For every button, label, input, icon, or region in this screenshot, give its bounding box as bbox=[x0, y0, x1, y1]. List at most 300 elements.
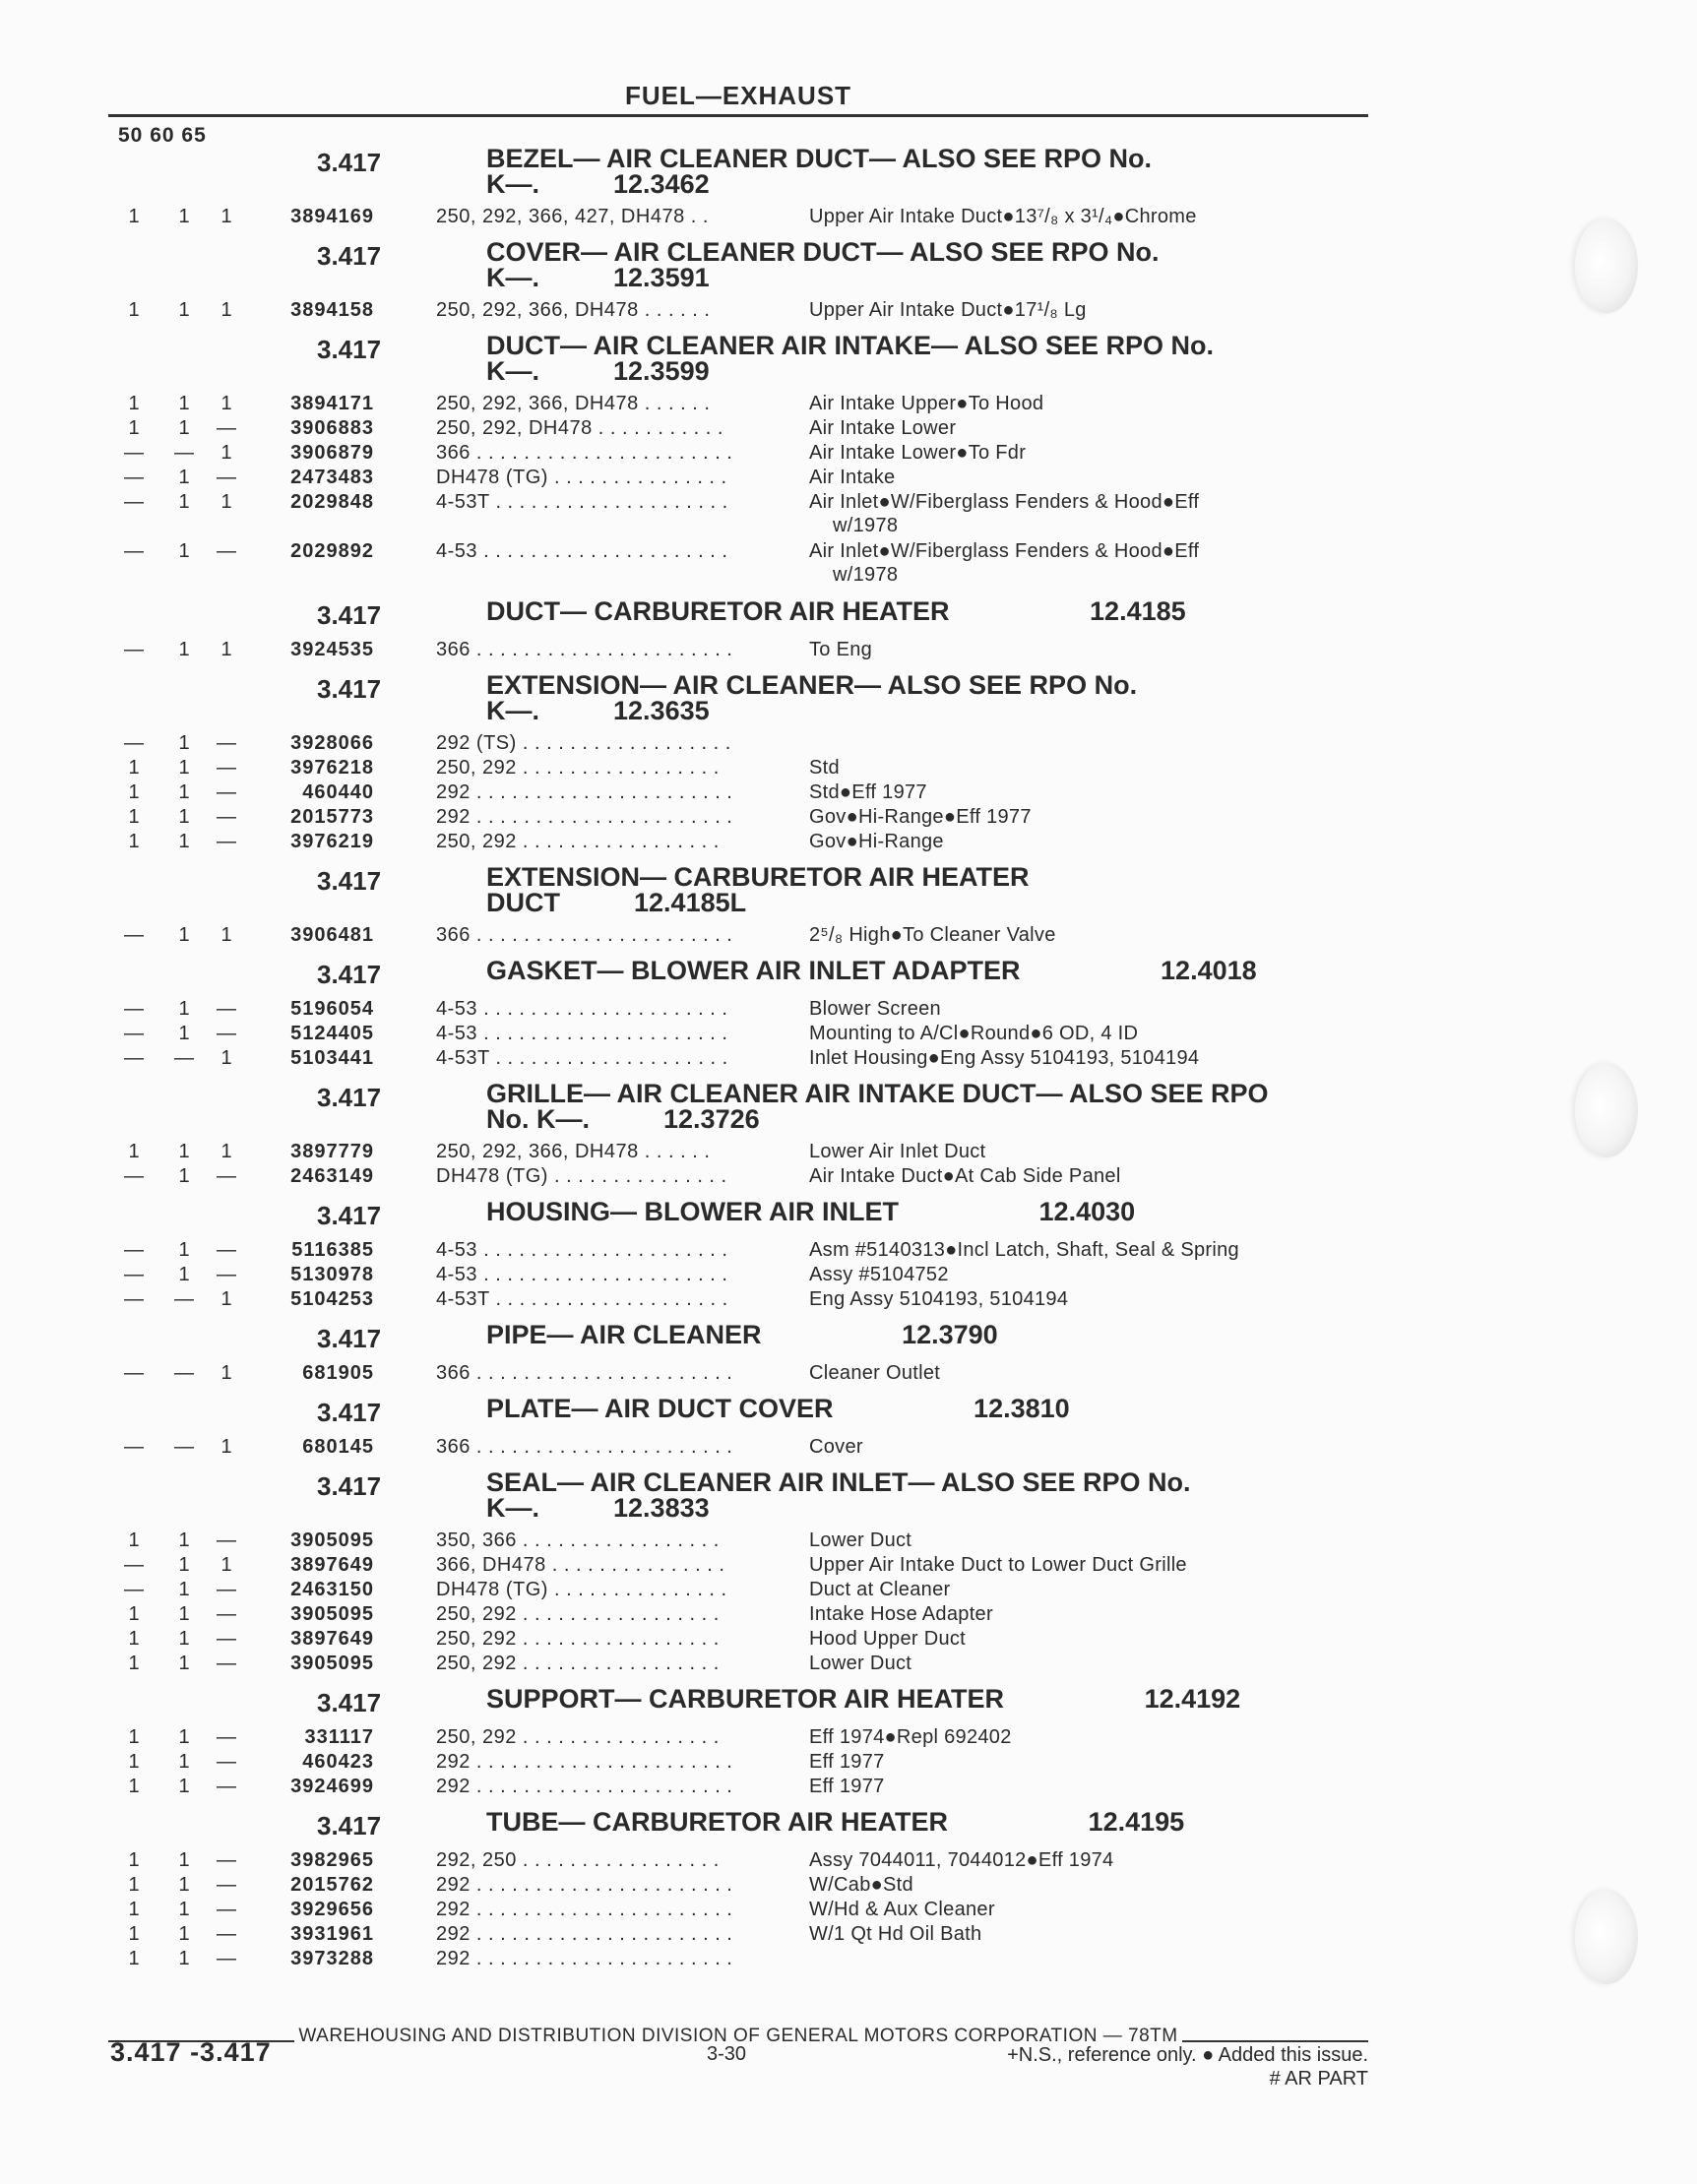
spacer bbox=[539, 696, 613, 725]
group-header bbox=[0, 1396, 1697, 1435]
quantity-cell: 1 bbox=[178, 1653, 190, 1674]
quantity-cell: 1 bbox=[128, 1899, 140, 1920]
quantity-cell: — bbox=[217, 417, 236, 439]
part-number: 3897649 bbox=[290, 1554, 374, 1576]
part-row bbox=[0, 638, 1697, 662]
quantity-cell: — bbox=[124, 491, 144, 513]
quantity-cell: 1 bbox=[178, 1726, 190, 1748]
page-title: FUEL—EXHAUST bbox=[624, 81, 852, 110]
part-row bbox=[0, 805, 1697, 830]
part-number: 2473483 bbox=[290, 467, 374, 488]
part-number: 3976218 bbox=[290, 757, 374, 779]
quantity-cell: 1 bbox=[128, 1653, 140, 1674]
description-line: Lower Air Inlet Duct bbox=[809, 1141, 986, 1162]
description-line: Eff 1977 bbox=[809, 1751, 885, 1773]
group-name-line: HOUSING— BLOWER AIR INLET bbox=[486, 1197, 899, 1226]
quantity-cell: 1 bbox=[178, 1751, 190, 1773]
quantity-cell: 1 bbox=[220, 442, 232, 464]
group-header bbox=[0, 672, 1697, 731]
description-line: Cleaner Outlet bbox=[809, 1362, 941, 1384]
quantity-cell: 1 bbox=[178, 1264, 190, 1285]
quantity-cell: 1 bbox=[178, 1603, 190, 1625]
description bbox=[809, 1922, 1360, 1946]
parts-list bbox=[0, 146, 1697, 1981]
description-line: Gov●Hi-Range bbox=[809, 831, 944, 852]
quantity-cell: 1 bbox=[178, 831, 190, 852]
description bbox=[809, 997, 1360, 1021]
part-group bbox=[0, 239, 1697, 333]
part-group bbox=[0, 1686, 1697, 1809]
part-number: 3929656 bbox=[290, 1899, 374, 1920]
quantity-cell: — bbox=[124, 1264, 144, 1285]
group-name-line2 bbox=[486, 171, 1372, 197]
group-name-continuation: No. K—. bbox=[486, 1104, 590, 1134]
application: 292 . . . . . . . . . . . . . . . . . . . . . . bbox=[436, 1923, 733, 1945]
application: 4-53 . . . . . . . . . . . . . . . . . . . . . bbox=[436, 1023, 728, 1044]
part-number: 3906883 bbox=[290, 417, 374, 439]
quantity-cell: 1 bbox=[128, 1874, 140, 1896]
group-header bbox=[0, 333, 1697, 392]
part-number: 2015762 bbox=[290, 1874, 374, 1896]
application: 292 . . . . . . . . . . . . . . . . . . . . . . bbox=[436, 1776, 733, 1797]
part-row bbox=[0, 1578, 1697, 1602]
group-reference: 12.4030 bbox=[1038, 1197, 1136, 1226]
group-header bbox=[0, 1809, 1697, 1848]
legend bbox=[886, 2043, 1368, 2090]
group-name bbox=[486, 1686, 1372, 1712]
group-name-line: DUCT— CARBURETOR AIR HEATER bbox=[486, 596, 950, 626]
quantity-cell: — bbox=[217, 1776, 236, 1797]
quantity-cell: — bbox=[124, 1579, 144, 1600]
part-number: 3905095 bbox=[290, 1529, 374, 1551]
group-code: 3.417 bbox=[317, 335, 382, 364]
group-reference: 12.3790 bbox=[902, 1320, 998, 1349]
description bbox=[809, 1873, 1360, 1897]
application: 4-53T . . . . . . . . . . . . . . . . . . . . bbox=[436, 491, 728, 513]
group-reference: 12.3462 bbox=[613, 169, 710, 199]
group-name-continuation: K—. bbox=[486, 356, 539, 386]
part-number: 5116385 bbox=[291, 1239, 374, 1261]
quantity-cell: 1 bbox=[178, 1948, 190, 1969]
application: 250, 292 . . . . . . . . . . . . . . . . . bbox=[436, 1726, 720, 1748]
group-reference: 12.3591 bbox=[613, 263, 710, 292]
part-group bbox=[0, 864, 1697, 958]
description-line: Duct at Cleaner bbox=[809, 1579, 951, 1600]
part-number: 2029892 bbox=[290, 540, 374, 562]
part-row bbox=[0, 1263, 1697, 1287]
group-reference: 12.3599 bbox=[613, 356, 710, 386]
description-line2: w/1978 bbox=[833, 564, 899, 586]
description bbox=[809, 1263, 1360, 1286]
part-number: 680145 bbox=[302, 1436, 374, 1458]
group-header bbox=[0, 864, 1697, 923]
description bbox=[809, 1775, 1360, 1798]
part-group bbox=[0, 1199, 1697, 1322]
part-number: 5124405 bbox=[290, 1023, 374, 1044]
part-row bbox=[0, 205, 1697, 229]
description bbox=[809, 1022, 1360, 1045]
quantity-cell: 1 bbox=[220, 1436, 232, 1458]
part-row bbox=[0, 830, 1697, 854]
quantity-cell: 1 bbox=[178, 1776, 190, 1797]
application: 4-53 . . . . . . . . . . . . . . . . . . . . . bbox=[436, 998, 728, 1020]
quantity-cell: — bbox=[124, 540, 144, 562]
part-row bbox=[0, 490, 1697, 539]
quantity-cell: 1 bbox=[178, 1529, 190, 1551]
application: 4-53 . . . . . . . . . . . . . . . . . . . . . bbox=[436, 540, 728, 562]
spacer bbox=[948, 1807, 1089, 1837]
description bbox=[809, 1046, 1360, 1070]
quantity-cell: — bbox=[217, 1165, 236, 1187]
group-code: 3.417 bbox=[317, 1083, 382, 1112]
description bbox=[809, 205, 1360, 228]
description-line: Eff 1977 bbox=[809, 1776, 885, 1797]
application: 366 . . . . . . . . . . . . . . . . . . . . . . bbox=[436, 924, 733, 946]
group-name bbox=[486, 1396, 1372, 1421]
quantity-cell: 1 bbox=[178, 206, 190, 227]
model-years: 50 60 65 bbox=[118, 124, 207, 147]
quantity-cell: — bbox=[217, 1726, 236, 1748]
group-reference: 12.4185 bbox=[1090, 596, 1186, 626]
description bbox=[809, 805, 1360, 829]
description bbox=[809, 298, 1360, 322]
description-line: Std bbox=[809, 757, 840, 779]
group-name bbox=[486, 598, 1372, 624]
group-code: 3.417 bbox=[317, 1471, 382, 1501]
quantity-cell: — bbox=[124, 1288, 144, 1310]
group-header bbox=[0, 598, 1697, 638]
group-code: 3.417 bbox=[317, 866, 382, 896]
spacer bbox=[950, 596, 1091, 626]
group-header bbox=[0, 1469, 1697, 1529]
application: 366, DH478 . . . . . . . . . . . . . . . bbox=[436, 1554, 725, 1576]
part-group bbox=[0, 1081, 1697, 1199]
description-line: Eff 1974●Repl 692402 bbox=[809, 1726, 1012, 1748]
division-text: WAREHOUSING AND DISTRIBUTION DIVISION OF GENERAL MOTORS CORPORATION — 78TM bbox=[298, 2026, 1178, 2046]
part-row bbox=[0, 1046, 1697, 1071]
part-group bbox=[0, 1469, 1697, 1686]
description bbox=[809, 490, 1360, 537]
group-code: 3.417 bbox=[317, 1688, 382, 1717]
quantity-cell: 1 bbox=[178, 1628, 190, 1650]
description bbox=[809, 756, 1360, 780]
part-row bbox=[0, 1848, 1697, 1873]
description-line: Eng Assy 5104193, 5104194 bbox=[809, 1288, 1069, 1310]
quantity-cell: 1 bbox=[178, 299, 190, 321]
description bbox=[809, 1750, 1360, 1774]
quantity-cell: 1 bbox=[128, 806, 140, 828]
part-number: 3973288 bbox=[290, 1948, 374, 1969]
part-row bbox=[0, 1140, 1697, 1164]
application: 4-53 . . . . . . . . . . . . . . . . . . . . . bbox=[436, 1239, 728, 1261]
part-row bbox=[0, 1725, 1697, 1750]
group-name-line: BEZEL— AIR CLEANER DUCT— ALSO SEE RPO No. bbox=[486, 144, 1153, 173]
group-name-line: EXTENSION— CARBURETOR AIR HEATER bbox=[486, 862, 1030, 892]
application: 4-53T . . . . . . . . . . . . . . . . . . . . bbox=[436, 1288, 728, 1310]
quantity-cell: — bbox=[124, 1554, 144, 1576]
quantity-cell: — bbox=[217, 732, 236, 754]
group-code: 3.417 bbox=[317, 148, 382, 177]
description-line: 2⁵/₈ High●To Cleaner Valve bbox=[809, 924, 1056, 946]
quantity-cell: 1 bbox=[220, 491, 232, 513]
description-line: Air Inlet●W/Fiberglass Fenders & Hood●Eff bbox=[809, 491, 1200, 513]
quantity-cell: — bbox=[217, 1239, 236, 1261]
group-code: 3.417 bbox=[317, 1324, 382, 1353]
application: 366 . . . . . . . . . . . . . . . . . . . . . . bbox=[436, 639, 733, 660]
description bbox=[809, 539, 1360, 587]
group-name bbox=[486, 958, 1372, 983]
quantity-cell: — bbox=[174, 1047, 194, 1069]
application: 4-53T . . . . . . . . . . . . . . . . . . . . bbox=[436, 1047, 728, 1069]
description bbox=[809, 780, 1360, 804]
part-row bbox=[0, 298, 1697, 323]
part-group bbox=[0, 672, 1697, 864]
application: 4-53 . . . . . . . . . . . . . . . . . . . . . bbox=[436, 1264, 728, 1285]
quantity-cell: 1 bbox=[178, 998, 190, 1020]
application: DH478 (TG) . . . . . . . . . . . . . . . bbox=[436, 467, 727, 488]
quantity-cell: 1 bbox=[128, 1776, 140, 1797]
quantity-cell: 1 bbox=[178, 417, 190, 439]
part-row bbox=[0, 1627, 1697, 1652]
description bbox=[809, 1140, 1360, 1163]
quantity-cell: 1 bbox=[128, 417, 140, 439]
description-line: Air Intake Upper●To Hood bbox=[809, 393, 1044, 414]
group-header bbox=[0, 239, 1697, 298]
description-line: Hood Upper Duct bbox=[809, 1628, 967, 1650]
quantity-cell: — bbox=[124, 924, 144, 946]
part-row bbox=[0, 392, 1697, 416]
group-name bbox=[486, 864, 1372, 915]
quantity-cell: — bbox=[124, 639, 144, 660]
description-line: Std●Eff 1977 bbox=[809, 781, 927, 803]
application: DH478 (TG) . . . . . . . . . . . . . . . bbox=[436, 1165, 727, 1187]
part-number: 3894171 bbox=[290, 393, 374, 414]
application: 250, 292, 366, 427, DH478 . . bbox=[436, 206, 709, 227]
quantity-cell: — bbox=[124, 1239, 144, 1261]
quantity-cell: — bbox=[217, 540, 236, 562]
description bbox=[809, 1898, 1360, 1921]
quantity-cell: 1 bbox=[178, 1239, 190, 1261]
part-number: 5130978 bbox=[290, 1264, 374, 1285]
description-line: Gov●Hi-Range●Eff 1977 bbox=[809, 806, 1032, 828]
part-row bbox=[0, 1898, 1697, 1922]
description bbox=[809, 1287, 1360, 1311]
group-code: 3.417 bbox=[317, 1398, 382, 1427]
application: 292 . . . . . . . . . . . . . . . . . . . . . . bbox=[436, 781, 733, 803]
part-row bbox=[0, 441, 1697, 466]
description bbox=[809, 830, 1360, 853]
part-row bbox=[0, 1553, 1697, 1578]
quantity-cell: 1 bbox=[128, 206, 140, 227]
spacer bbox=[762, 1320, 903, 1349]
spacer bbox=[590, 1104, 663, 1134]
description bbox=[809, 441, 1360, 465]
quantity-cell: — bbox=[174, 1362, 194, 1384]
group-reference: 12.4192 bbox=[1144, 1684, 1241, 1714]
part-number: 5196054 bbox=[290, 998, 374, 1020]
group-name bbox=[486, 1469, 1372, 1521]
quantity-cell: 1 bbox=[178, 1923, 190, 1945]
description-line: Lower Duct bbox=[809, 1529, 912, 1551]
quantity-cell: — bbox=[124, 1362, 144, 1384]
application: 366 . . . . . . . . . . . . . . . . . . . . . . bbox=[436, 1362, 733, 1384]
description bbox=[809, 1652, 1360, 1675]
application: 292, 250 . . . . . . . . . . . . . . . . . bbox=[436, 1849, 720, 1871]
part-row bbox=[0, 1873, 1697, 1898]
part-row bbox=[0, 466, 1697, 490]
description bbox=[809, 923, 1360, 947]
quantity-cell: 1 bbox=[178, 1849, 190, 1871]
group-reference: 12.4185L bbox=[634, 888, 747, 917]
quantity-cell: 1 bbox=[178, 1141, 190, 1162]
description-line: To Eng bbox=[809, 639, 873, 660]
quantity-cell: 1 bbox=[178, 393, 190, 414]
application: 250, 292, 366, DH478 . . . . . . bbox=[436, 393, 711, 414]
application: 350, 366 . . . . . . . . . . . . . . . . . bbox=[436, 1529, 720, 1551]
part-number: 3906481 bbox=[290, 924, 374, 946]
quantity-cell: — bbox=[217, 467, 236, 488]
application: 250, 292 . . . . . . . . . . . . . . . . . bbox=[436, 757, 720, 779]
part-number: 3982965 bbox=[290, 1849, 374, 1871]
description-line: Intake Hose Adapter bbox=[809, 1603, 993, 1625]
description bbox=[809, 416, 1360, 440]
part-number: 460440 bbox=[302, 781, 374, 803]
group-reference: 12.3726 bbox=[663, 1104, 760, 1134]
group-name-line: EXTENSION— AIR CLEANER— ALSO SEE RPO No. bbox=[486, 670, 1138, 700]
legend-line: +N.S., reference only. ● Added this issue. bbox=[1007, 2044, 1368, 2066]
quantity-cell: 1 bbox=[220, 1554, 232, 1576]
application: 250, 292 . . . . . . . . . . . . . . . . . bbox=[436, 1603, 720, 1625]
quantity-cell: 1 bbox=[178, 924, 190, 946]
description-line2: w/1978 bbox=[833, 515, 899, 536]
quantity-cell: — bbox=[124, 467, 144, 488]
quantity-cell: — bbox=[217, 806, 236, 828]
application: 292 . . . . . . . . . . . . . . . . . . . . . . bbox=[436, 806, 733, 828]
spacer bbox=[899, 1197, 1039, 1226]
quantity-cell: 1 bbox=[178, 1023, 190, 1044]
part-row bbox=[0, 997, 1697, 1022]
quantity-cell: — bbox=[217, 1899, 236, 1920]
quantity-cell: — bbox=[174, 442, 194, 464]
part-group bbox=[0, 1809, 1697, 1981]
spacer bbox=[1021, 956, 1162, 985]
part-number: 3894169 bbox=[290, 206, 374, 227]
application: 366 . . . . . . . . . . . . . . . . . . . . . . bbox=[436, 442, 733, 464]
group-name-continuation: K—. bbox=[486, 169, 539, 199]
group-reference: 12.3810 bbox=[974, 1394, 1070, 1423]
quantity-cell: 1 bbox=[128, 1529, 140, 1551]
application: 292 . . . . . . . . . . . . . . . . . . . . . . bbox=[436, 1751, 733, 1773]
group-name-continuation: DUCT bbox=[486, 888, 560, 917]
part-row bbox=[0, 1602, 1697, 1627]
group-name bbox=[486, 1081, 1372, 1132]
application: 292 (TS) . . . . . . . . . . . . . . . . . . bbox=[436, 732, 731, 754]
description-line: Lower Duct bbox=[809, 1653, 912, 1674]
group-name bbox=[486, 146, 1372, 197]
page-number: 3-30 bbox=[707, 2043, 747, 2065]
description-line: Upper Air Intake Duct●13⁷/₈ x 3¹/₄●Chrome bbox=[809, 206, 1197, 227]
quantity-cell: — bbox=[217, 1849, 236, 1871]
group-name bbox=[486, 1199, 1372, 1224]
description-line: Mounting to A/Cl●Round●6 OD, 4 ID bbox=[809, 1023, 1139, 1044]
part-number: 2015773 bbox=[290, 806, 374, 828]
quantity-cell: 1 bbox=[128, 781, 140, 803]
part-row bbox=[0, 731, 1697, 756]
header-rule bbox=[108, 114, 1368, 117]
part-row bbox=[0, 416, 1697, 441]
part-row bbox=[0, 1922, 1697, 1947]
group-name bbox=[486, 672, 1372, 723]
description-line: Air Intake Lower bbox=[809, 417, 957, 439]
group-reference: 12.4018 bbox=[1161, 956, 1257, 985]
quantity-cell: 1 bbox=[128, 757, 140, 779]
group-code: 3.417 bbox=[317, 600, 382, 630]
quantity-cell: — bbox=[217, 1653, 236, 1674]
quantity-cell: — bbox=[217, 998, 236, 1020]
application: 292 . . . . . . . . . . . . . . . . . . . . . . bbox=[436, 1874, 733, 1896]
part-row bbox=[0, 1238, 1697, 1263]
quantity-cell: — bbox=[124, 442, 144, 464]
quantity-cell: 1 bbox=[128, 1849, 140, 1871]
description-line: Inlet Housing●Eng Assy 5104193, 5104194 bbox=[809, 1047, 1200, 1069]
quantity-cell: 1 bbox=[128, 1603, 140, 1625]
quantity-cell: — bbox=[124, 1047, 144, 1069]
quantity-cell: 1 bbox=[178, 639, 190, 660]
group-reference: 12.3833 bbox=[613, 1493, 710, 1523]
description bbox=[809, 466, 1360, 489]
part-row bbox=[0, 1775, 1697, 1799]
quantity-cell: — bbox=[217, 1628, 236, 1650]
part-number: 331117 bbox=[304, 1726, 374, 1748]
description-line: W/1 Qt Hd Oil Bath bbox=[809, 1923, 982, 1945]
quantity-cell: — bbox=[124, 1436, 144, 1458]
quantity-cell: 1 bbox=[178, 1579, 190, 1600]
group-spacer bbox=[0, 1971, 1697, 1981]
part-row bbox=[0, 1947, 1697, 1971]
part-number: 3924699 bbox=[290, 1776, 374, 1797]
part-row bbox=[0, 923, 1697, 948]
quantity-cell: 1 bbox=[220, 1141, 232, 1162]
part-number: 5103441 bbox=[290, 1047, 374, 1069]
part-row bbox=[0, 1529, 1697, 1553]
group-name-line2 bbox=[486, 890, 1372, 915]
group-name-line: PIPE— AIR CLEANER bbox=[486, 1320, 762, 1349]
description-line: Assy #5104752 bbox=[809, 1264, 949, 1285]
quantity-cell: 1 bbox=[128, 1923, 140, 1945]
description bbox=[809, 1529, 1360, 1552]
part-number: 3897779 bbox=[290, 1141, 374, 1162]
description bbox=[809, 1238, 1360, 1262]
application: 250, 292, 366, DH478 . . . . . . bbox=[436, 1141, 711, 1162]
part-row bbox=[0, 1435, 1697, 1460]
quantity-cell: 1 bbox=[220, 924, 232, 946]
group-header bbox=[0, 1322, 1697, 1361]
quantity-cell: 1 bbox=[220, 1362, 232, 1384]
group-name-line: PLATE— AIR DUCT COVER bbox=[486, 1394, 834, 1423]
description bbox=[809, 1725, 1360, 1749]
description bbox=[809, 638, 1360, 661]
part-number: 681905 bbox=[302, 1362, 374, 1384]
quantity-cell: — bbox=[174, 1288, 194, 1310]
part-row bbox=[0, 780, 1697, 805]
quantity-cell: — bbox=[217, 1023, 236, 1044]
part-number: 460423 bbox=[302, 1751, 374, 1773]
description-line: Air Intake Duct●At Cab Side Panel bbox=[809, 1165, 1121, 1187]
part-number: 2029848 bbox=[290, 491, 374, 513]
group-code: 3.417 bbox=[317, 674, 382, 704]
group-reference: 12.4195 bbox=[1088, 1807, 1185, 1837]
group-code: 3.417 bbox=[317, 960, 382, 989]
